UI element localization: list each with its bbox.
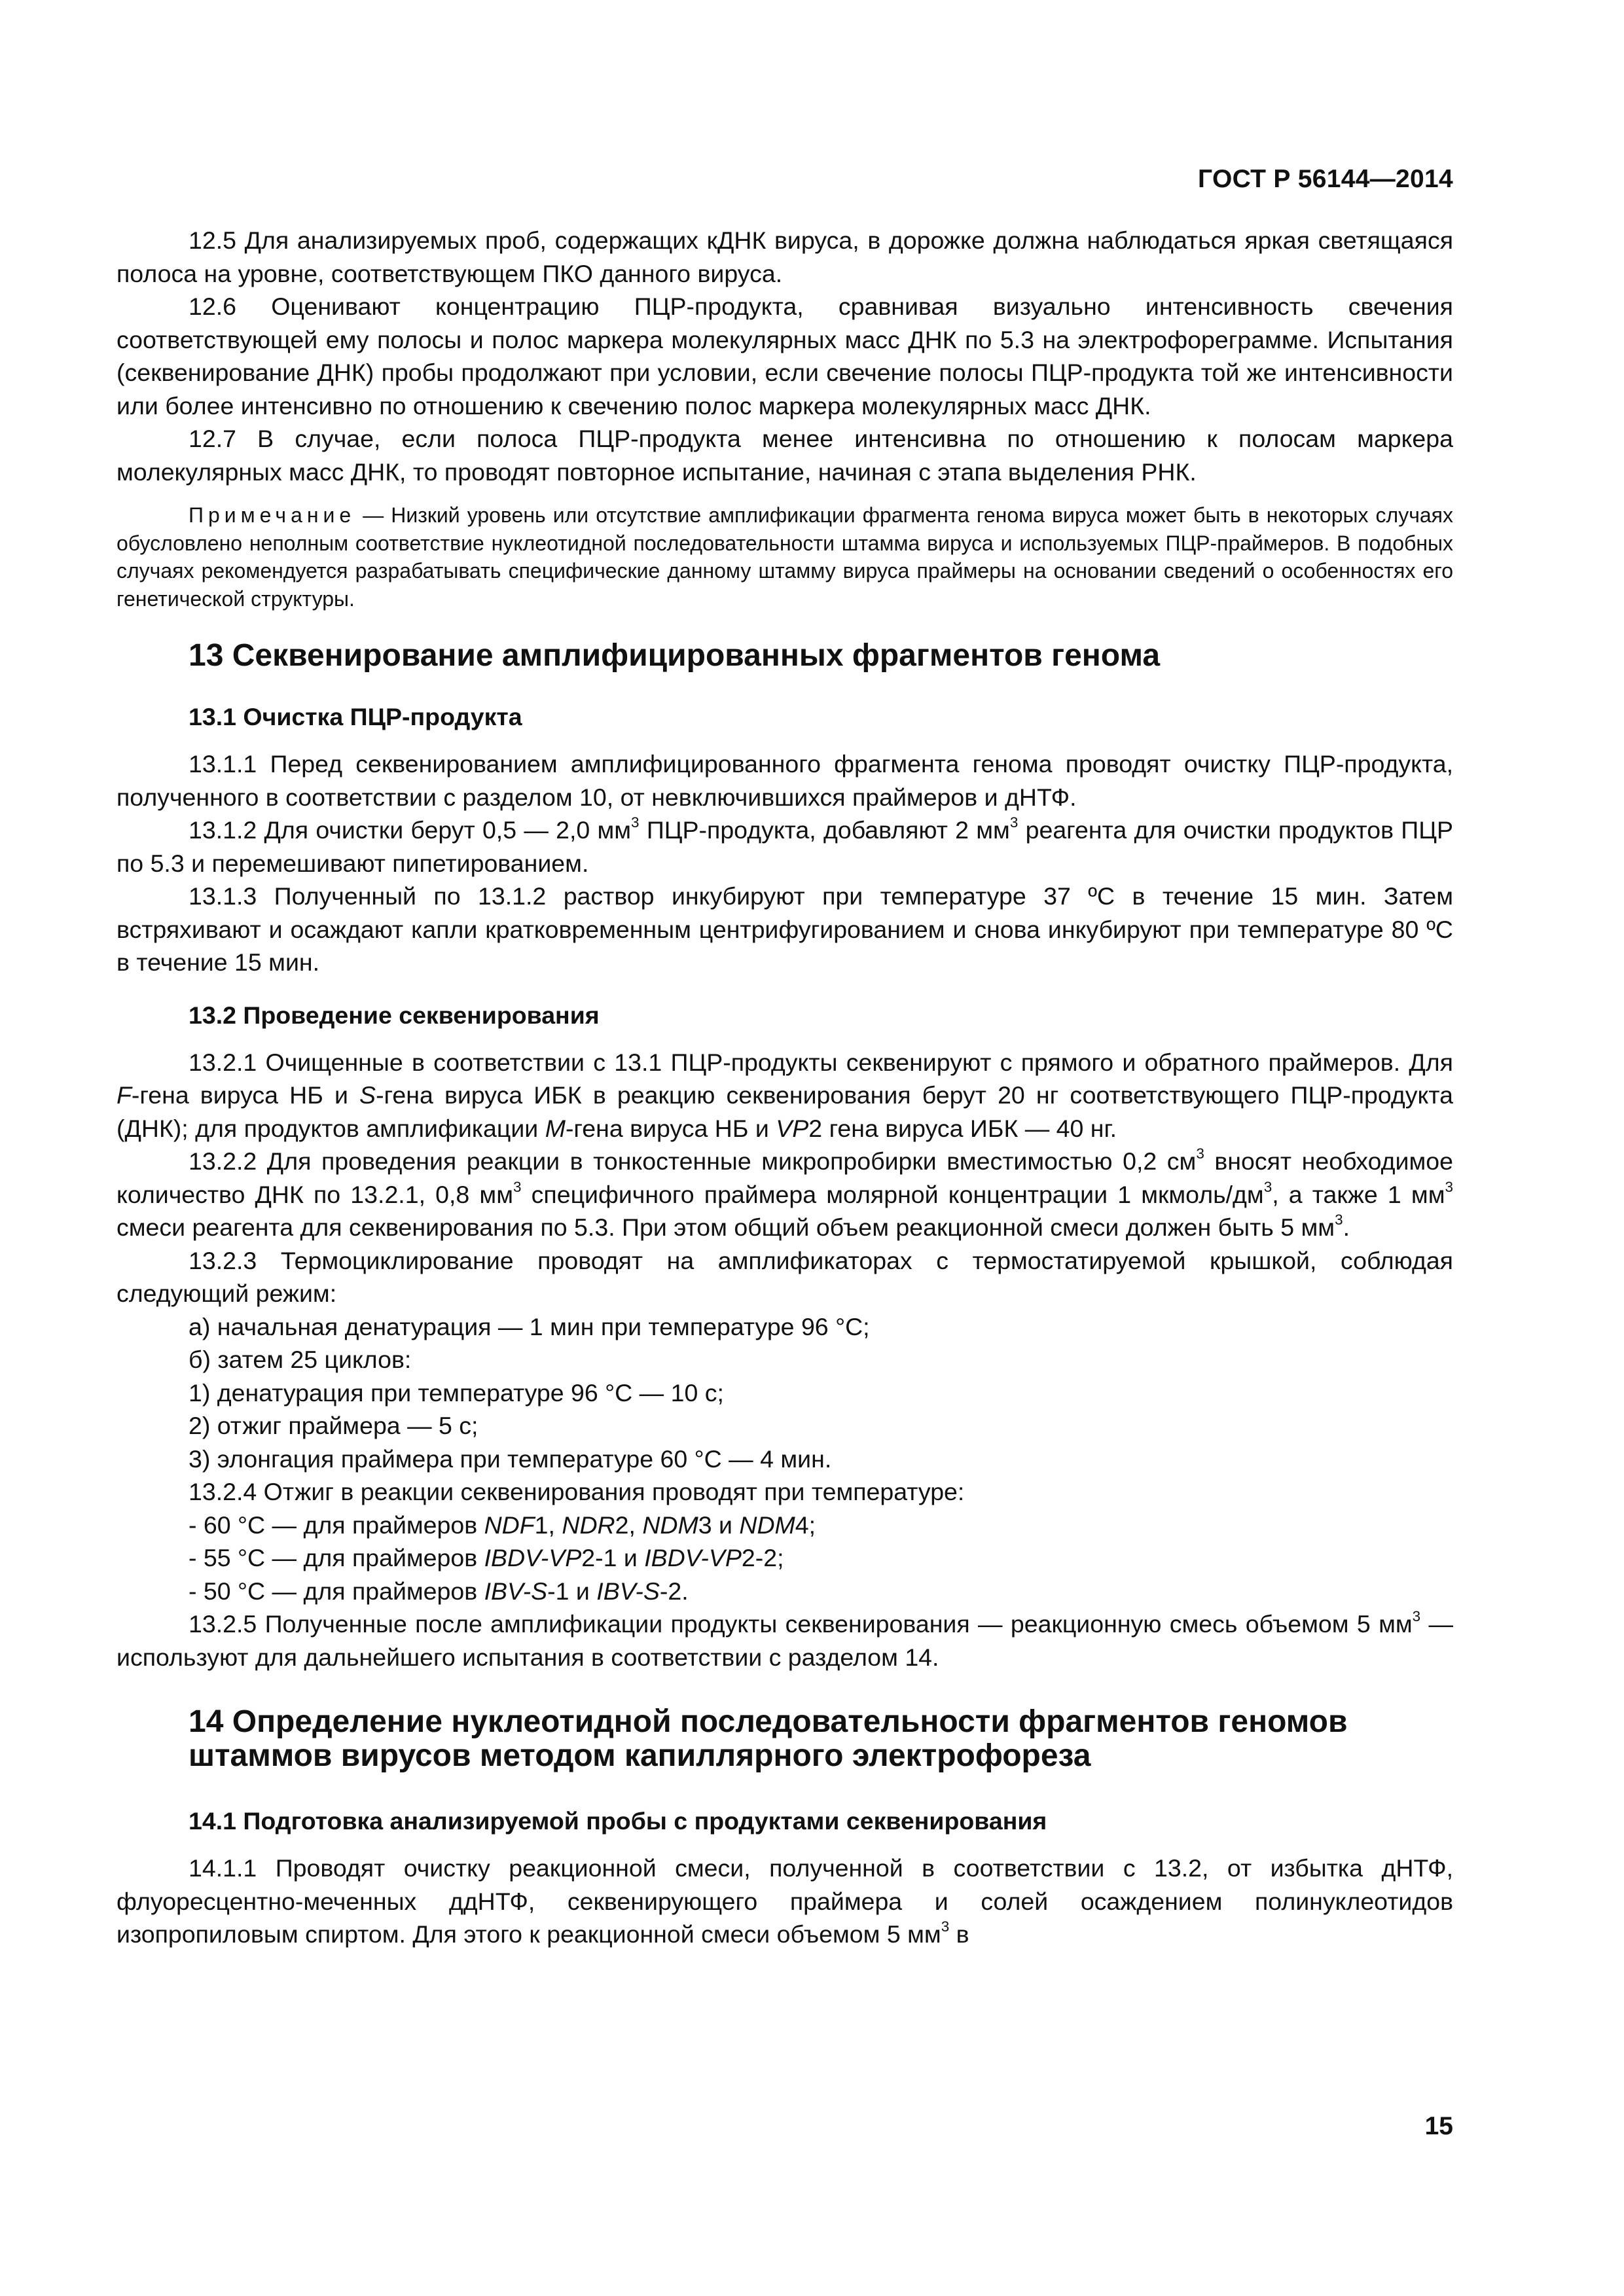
subsection-14-1-heading: 14.1 Подготовка анализируемой пробы с продуктами секвенирования [189,1807,1047,1835]
italic-primer: NDM [642,1511,698,1539]
paragraph-13-1-1: 13.1.1 Перед секвенированием амплифицированного фрагмента генома проводят очистку ПЦР-продукта, полученного в соответствии с разделом 10, от невключившихся праймеров и дНТФ. [117,750,1453,811]
superscript: 3 [1009,814,1019,831]
superscript: 3 [1196,1145,1204,1162]
text-run: - 50 °С — для праймеров [189,1577,484,1605]
italic-primer: IBV-S [484,1577,548,1605]
italic-gene: VP [776,1114,809,1142]
superscript: 3 [1263,1178,1272,1195]
text-run: -2. [659,1577,689,1605]
text-run: специфичного праймера молярной концентрации 1 мкмоль/дм [521,1180,1264,1208]
page-number: 15 [1424,2112,1453,2140]
section-13-heading: 13 Секвенирование амплифицированных фрагментов генома [189,638,1161,673]
text-run: -1 и [547,1577,597,1605]
list-item: б) затем 25 циклов: [189,1346,412,1373]
section-14-heading: 14 Определение нуклеотидной последовательности фрагментов геномов штаммов вирусов методом капиллярного электрофореза [189,1704,1348,1773]
list-item: 3) элонгация праймера при температуре 60 °С — 4 мин. [189,1444,832,1473]
superscript: 3 [631,814,640,831]
note-label: Примечание [189,503,356,527]
superscript: 3 [1445,1178,1454,1195]
list-item [117,1575,1453,1608]
text-run: -гена вируса НБ и [565,1114,776,1142]
note [117,501,1453,613]
text-run: 2-2; [741,1544,784,1571]
text-run: 13.2.5 Полученные после амплификации продукты секвенирования — реакционную смесь объемом 5 мм [189,1610,1413,1638]
italic-gene: F [117,1081,132,1109]
text-run: . [1343,1213,1350,1241]
text-run: 13.2.1 Очищенные в соответствии с 13.1 ПЦР-продукты секвенируют с прямого и обратного праймеров. Для [189,1048,1453,1076]
text-run: , а также 1 мм [1272,1180,1445,1208]
superscript: 3 [941,1918,950,1935]
superscript: 3 [1412,1608,1421,1625]
text-run: - 55 °С — для праймеров [189,1544,484,1571]
paragraph-13-2-4: 13.2.4 Отжиг в реакции секвенирования проводят при температуре: [189,1478,965,1505]
standard-header: ГОСТ Р 56144—2014 [1198,165,1453,193]
superscript: 3 [1335,1211,1343,1229]
italic-primer: NDR [562,1511,615,1539]
superscript: 3 [513,1178,522,1195]
list-item [117,1541,1453,1575]
list-item: а) начальная денатурация — 1 мин при температуре 96 °С; [189,1312,870,1340]
paragraph-13-2-3: 13.2.3 Термоциклирование проводят на амплификаторах с термостатируемой крышкой, соблюдая следующий режим: [117,1246,1453,1307]
paragraph-12-6: 12.6 Оценивают концентрацию ПЦР-продукта, сравнивая визуально интенсивность свечения соответствующей ему полосы и полос маркера молекулярных масс ДНК по 5.3 на электрофореграмме. Испытания (секвенирование ДНК) пробы продолжают при условии, если свечение полосы ПЦР-продукта той же интенсивности или более интенсивно по отношению к свечению полос маркера молекулярных масс ДНК. [117,293,1453,420]
text-run: смеси реагента для секвенирования по 5.3. При этом общий объем реакционной смеси должен быть 5 мм [117,1213,1335,1241]
text-run: 3 и [698,1511,740,1539]
italic-primer: NDF [484,1511,535,1539]
list-item [117,1509,1453,1542]
paragraph-13-2-2 [117,1145,1453,1244]
list-item: 1) денатурация при температуре 96 °С — 10 с; [189,1378,724,1407]
paragraph-13-1-2 [117,814,1453,880]
document-body [117,224,1453,1951]
text-run: -гена вируса НБ и [131,1081,360,1109]
text-run: - 60 °С — для праймеров [189,1511,484,1539]
paragraph-13-2-1 [117,1046,1453,1145]
text-run: 14.1.1 Проводят очистку реакционной смеси, полученной в соответствии с 13.2, от избытка дНТФ, флуоресцентно-меченных ддНТФ, секвенирующего праймера и солей осаждением полинуклеотидов изопропиловым спиртом. Для этого к реакционной смеси объемом 5 мм [117,1854,1453,1948]
paragraph-13-2-5 [117,1607,1453,1674]
text-run: 4; [795,1511,816,1539]
text-run: — используют для дальнейшего испытания в соответствии с разделом 14. [117,1610,1454,1671]
text-run: 13.1.2 Для очистки берут 0,5 — 2,0 мм [189,816,632,844]
italic-primer: IBDV-VP [484,1544,582,1571]
text-run: 13.2.2 Для проведения реакции в тонкостенные микропробирки вместимостью 0,2 см [189,1147,1197,1175]
italic-gene: S [359,1081,376,1109]
italic-primer: IBDV-VP [644,1544,742,1571]
italic-primer: NDM [739,1511,795,1539]
text-run: -гена вируса ИБК в реакцию секвенирования берут 20 нг соответствующего ПЦР-продукта (ДНК); для продуктов амплификации [117,1081,1453,1142]
text-run: в [949,1920,969,1948]
text-run: ПЦР-продукта, добавляют 2 мм [639,816,1010,844]
list-item: 2) отжиг праймера — 5 с; [189,1412,478,1439]
text-run: 2-1 и [581,1544,645,1571]
text-run: реагента для очистки продуктов ПЦР по 5.3 и перемешивают пипетированием. [117,816,1453,877]
text-run: 1, [534,1511,562,1539]
text-run: вносят необходимое количество ДНК по 13.2.1, 0,8 мм [117,1147,1453,1208]
paragraph-14-1-1 [117,1852,1453,1951]
italic-primer: IBV-S [596,1577,660,1605]
note-text: — Низкий уровень или отсутствие амплификации фрагмента генома вируса может быть в некоторых случаях обусловлено неполным соответствие нуклеотидной последовательности штамма вируса и используемых ПЦР-праймеров. В подобных случаях рекомендуется разрабатывать специфические данному штамму вируса праймеры на основании сведений о особенностях его генетической структуры. [117,503,1453,611]
subsection-13-1-heading: 13.1 Очистка ПЦР-продукта [189,703,522,730]
paragraph-12-5: 12.5 Для анализируемых проб, содержащих кДНК вируса, в дорожке должна наблюдаться яркая светящаяся полоса на уровне, соответствующем ПКО данного вируса. [117,226,1453,287]
italic-gene: M [545,1114,566,1142]
text-run: 2 гена вируса ИБК — 40 нг. [808,1114,1117,1142]
subsection-13-2-heading: 13.2 Проведение секвенирования [189,1001,600,1029]
text-run: 2, [615,1511,643,1539]
paragraph-12-7: 12.7 В случае, если полоса ПЦР-продукта менее интенсивна по отношению к полосам маркера молекулярных масс ДНК, то проводят повторное испытание, начиная с этапа выделения РНК. [117,425,1453,486]
paragraph-13-1-3: 13.1.3 Полученный по 13.1.2 раствор инкубируют при температуре 37 ºС в течение 15 мин. Затем встряхивают и осаждают капли кратковременным центрифугированием и снова инкубируют при температуре 80 ºС в течение 15 мин. [117,882,1453,976]
